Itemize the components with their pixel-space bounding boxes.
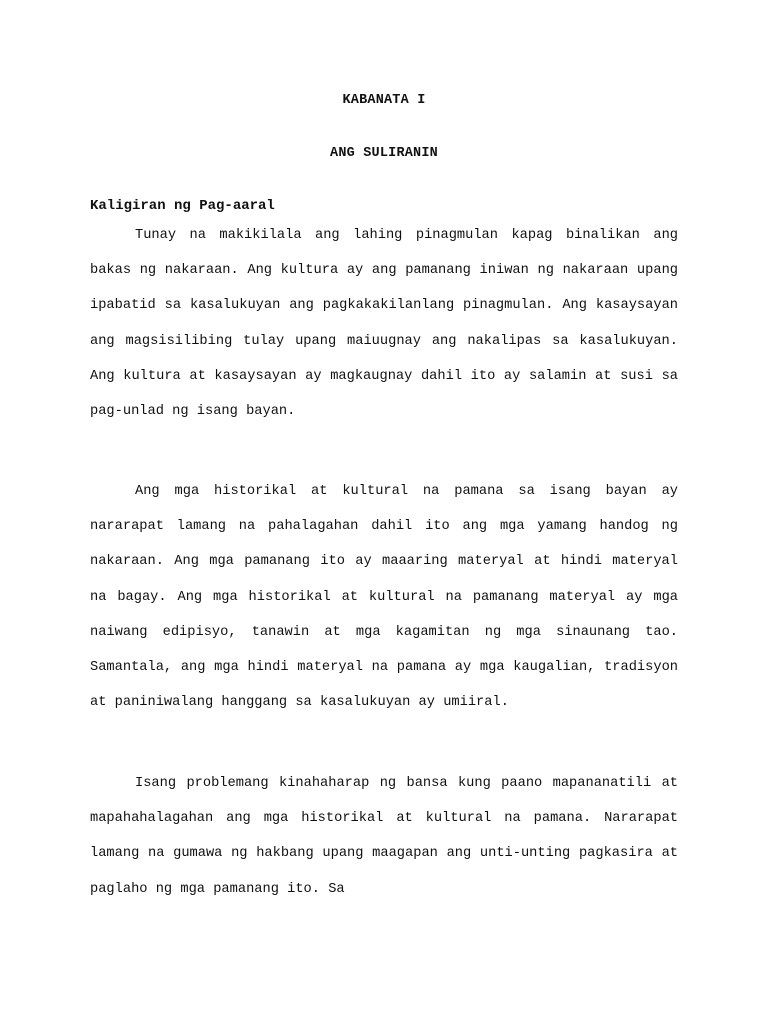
- chapter-number: KABANATA I: [342, 93, 426, 108]
- paragraph-1: Tunay na makikilala ang lahing pinagmulan kapag binalikan ang bakas ng nakaraan. Ang kultura ay ang pamanang iniwan ng nakaraan upang ipabatid sa kasalukuyan ang pagkakakilanlang pinagmulan. Ang kasaysayan ang magsisilibing tulay upang maiuugnay ang nakalipas sa kasalukuyan. Ang kultura at kasaysayan ay magkaugnay dahil ito ay salamin at susi sa pag-unlad ng isang bayan.: [90, 228, 678, 420]
- section-heading: Kaligiran ng Pag-aaral: [90, 198, 275, 214]
- paragraph-3: Isang problemang kinahaharap ng bansa kung paano mapananatili at mapahahalagahan ang mga historikal at kultural na pamana. Nararapat lamang na gumawa ng hakbang upang maagapan ang unti-unting pagkasira at paglaho ng mga pamanang ito. Sa: [90, 776, 678, 897]
- paragraph-2: Ang mga historikal at kultural na pamana sa isang bayan ay nararapat lamang na pahalagahan dahil ito ang mga yamang handog ng nakaraan. Ang mga pamanang ito ay maaaring materyal at hindi materyal na bagay. Ang mga historikal at kultural na pamanang materyal ay mga naiwang edipisyo, tanawin at mga kagamitan ng mga sinaunang tao. Samantala, ang mga hindi materyal na pamana ay mga kaugalian, tradisyon at paniniwalang hanggang sa kasalukuyan ay umiiral.: [90, 484, 678, 711]
- chapter-title: ANG SULIRANIN: [330, 146, 438, 161]
